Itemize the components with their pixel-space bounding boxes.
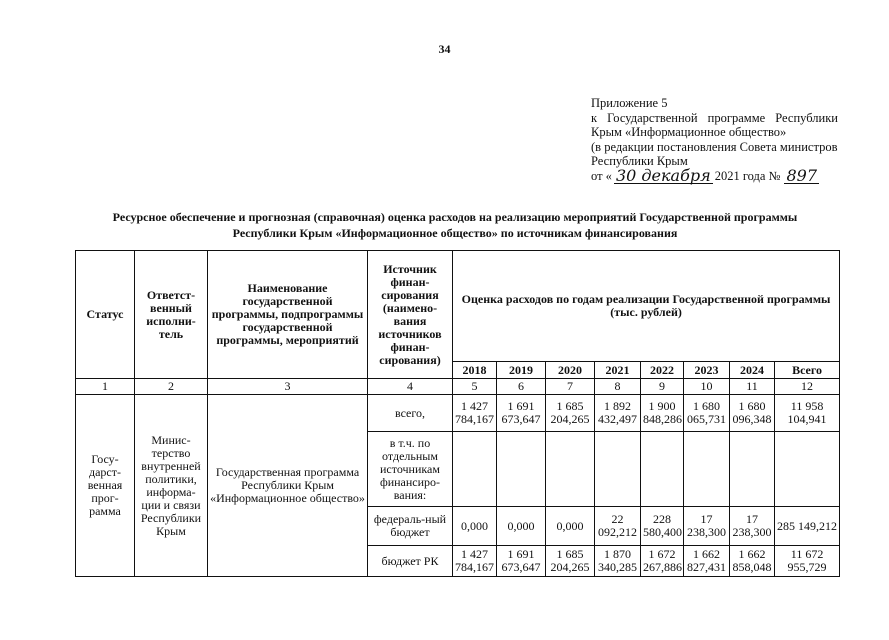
source-cell: всего, (368, 395, 453, 432)
total-cell: 11 958 104,941 (775, 395, 840, 432)
value-cell: 1 685 204,265 (546, 395, 595, 432)
value-cell: 1 427 784,167 (453, 395, 497, 432)
financing-table (75, 250, 840, 577)
appendix-date-line (591, 165, 838, 185)
value-cell: 1 662 827,431 (684, 546, 730, 577)
value-cell: 1 870 340,285 (595, 546, 641, 577)
value-cell: 1 691 673,647 (497, 395, 546, 432)
table-row-total (76, 395, 840, 432)
column-number: 9 (641, 379, 684, 395)
column-number: 11 (730, 379, 775, 395)
page-number: 34 (438, 42, 451, 56)
appendix-line-1: Приложение 5 (591, 96, 668, 110)
year-header: 2020 (546, 362, 595, 379)
appendix-word: Республики (775, 110, 838, 125)
value-cell: 1 427 784,167 (453, 546, 497, 577)
date-suffix: 2021 года № (714, 169, 781, 183)
total-header: Всего (775, 362, 840, 379)
year-header: 2022 (641, 362, 684, 379)
value-cell: 1 685 204,265 (546, 546, 595, 577)
value-cell: 1 662 858,048 (730, 546, 775, 577)
year-header: 2024 (730, 362, 775, 379)
header-row (76, 251, 840, 362)
column-number: 7 (546, 379, 595, 395)
handwritten-number: 897 (786, 165, 818, 185)
value-cell: 0,000 (546, 507, 595, 546)
value-cell (730, 432, 775, 507)
appendix-word: к (591, 110, 598, 125)
total-cell (775, 432, 840, 507)
column-number-row (76, 379, 840, 395)
header-estimate: Оценка расходов по годам реализации Государственной программы (тыс. рублей) (453, 251, 840, 362)
column-number: 3 (208, 379, 368, 395)
source-cell: бюджет РК (368, 546, 453, 577)
appendix-block (591, 96, 838, 184)
column-number: 1 (76, 379, 135, 395)
year-header: 2018 (453, 362, 497, 379)
column-number: 12 (775, 379, 840, 395)
value-cell: 17 238,300 (730, 507, 775, 546)
year-header: 2021 (595, 362, 641, 379)
value-cell: 1 900 848,286 (641, 395, 684, 432)
value-cell (497, 432, 546, 507)
executor-cell: Минис-терство внутренней политики, информа-ции и связи Республики Крым (135, 395, 208, 577)
value-cell: 1 680 096,348 (730, 395, 775, 432)
header-executor: Ответст- венный исполни-тель (135, 251, 208, 379)
appendix-word: программе (707, 110, 766, 125)
value-cell: 1 892 432,497 (595, 395, 641, 432)
handwritten-date: 30 декабря (615, 165, 711, 185)
total-cell: 11 672 955,729 (775, 546, 840, 577)
column-number: 5 (453, 379, 497, 395)
header-program-name: Наименование государственной программы, подпрограммы государственной программы, мероприятий (208, 251, 368, 379)
column-number: 6 (497, 379, 546, 395)
value-cell: 17 238,300 (684, 507, 730, 546)
appendix-word: Государственной (607, 110, 698, 125)
header-source: Источник финан-сирования (наимено-вания источников финан-сирования) (368, 251, 453, 379)
appendix-line-5: Республики Крым (591, 154, 688, 168)
value-cell (595, 432, 641, 507)
status-cell: Госу-дарст-венная прог-рамма (76, 395, 135, 577)
value-cell: 0,000 (453, 507, 497, 546)
column-number: 2 (135, 379, 208, 395)
appendix-line-3: Крым «Информационное общество» (591, 125, 787, 139)
value-cell (684, 432, 730, 507)
column-number: 10 (684, 379, 730, 395)
source-cell: федераль-ный бюджет (368, 507, 453, 546)
value-cell: 1 672 267,886 (641, 546, 684, 577)
title-line-1: Ресурсное обеспечение и прогнозная (справочная) оценка расходов на реализацию мероприятий Государственной программы (112, 210, 798, 224)
title-line-2: Республики Крым «Информационное общество» по источникам финансирования (232, 226, 678, 240)
column-number: 8 (595, 379, 641, 395)
total-cell: 285 149,212 (775, 507, 840, 546)
value-cell (453, 432, 497, 507)
appendix-line-4: (в редакции постановления Совета министров (591, 139, 838, 154)
appendix-line-2 (591, 111, 838, 126)
value-cell: 1 691 673,647 (497, 546, 546, 577)
value-cell: 1 680 065,731 (684, 395, 730, 432)
header-status: Статус (76, 251, 135, 379)
column-number: 4 (368, 379, 453, 395)
year-header: 2019 (497, 362, 546, 379)
year-header: 2023 (684, 362, 730, 379)
value-cell: 22 092,212 (595, 507, 641, 546)
program-name-cell: Государственная программа Республики Крым «Информационное общество» (208, 395, 368, 577)
value-cell (546, 432, 595, 507)
value-cell: 228 580,400 (641, 507, 684, 546)
value-cell (641, 432, 684, 507)
date-prefix: от « (591, 169, 612, 183)
value-cell: 0,000 (497, 507, 546, 546)
document-title (60, 209, 850, 241)
source-cell: в т.ч. по отдельным источникам финансиро-вания: (368, 432, 453, 507)
